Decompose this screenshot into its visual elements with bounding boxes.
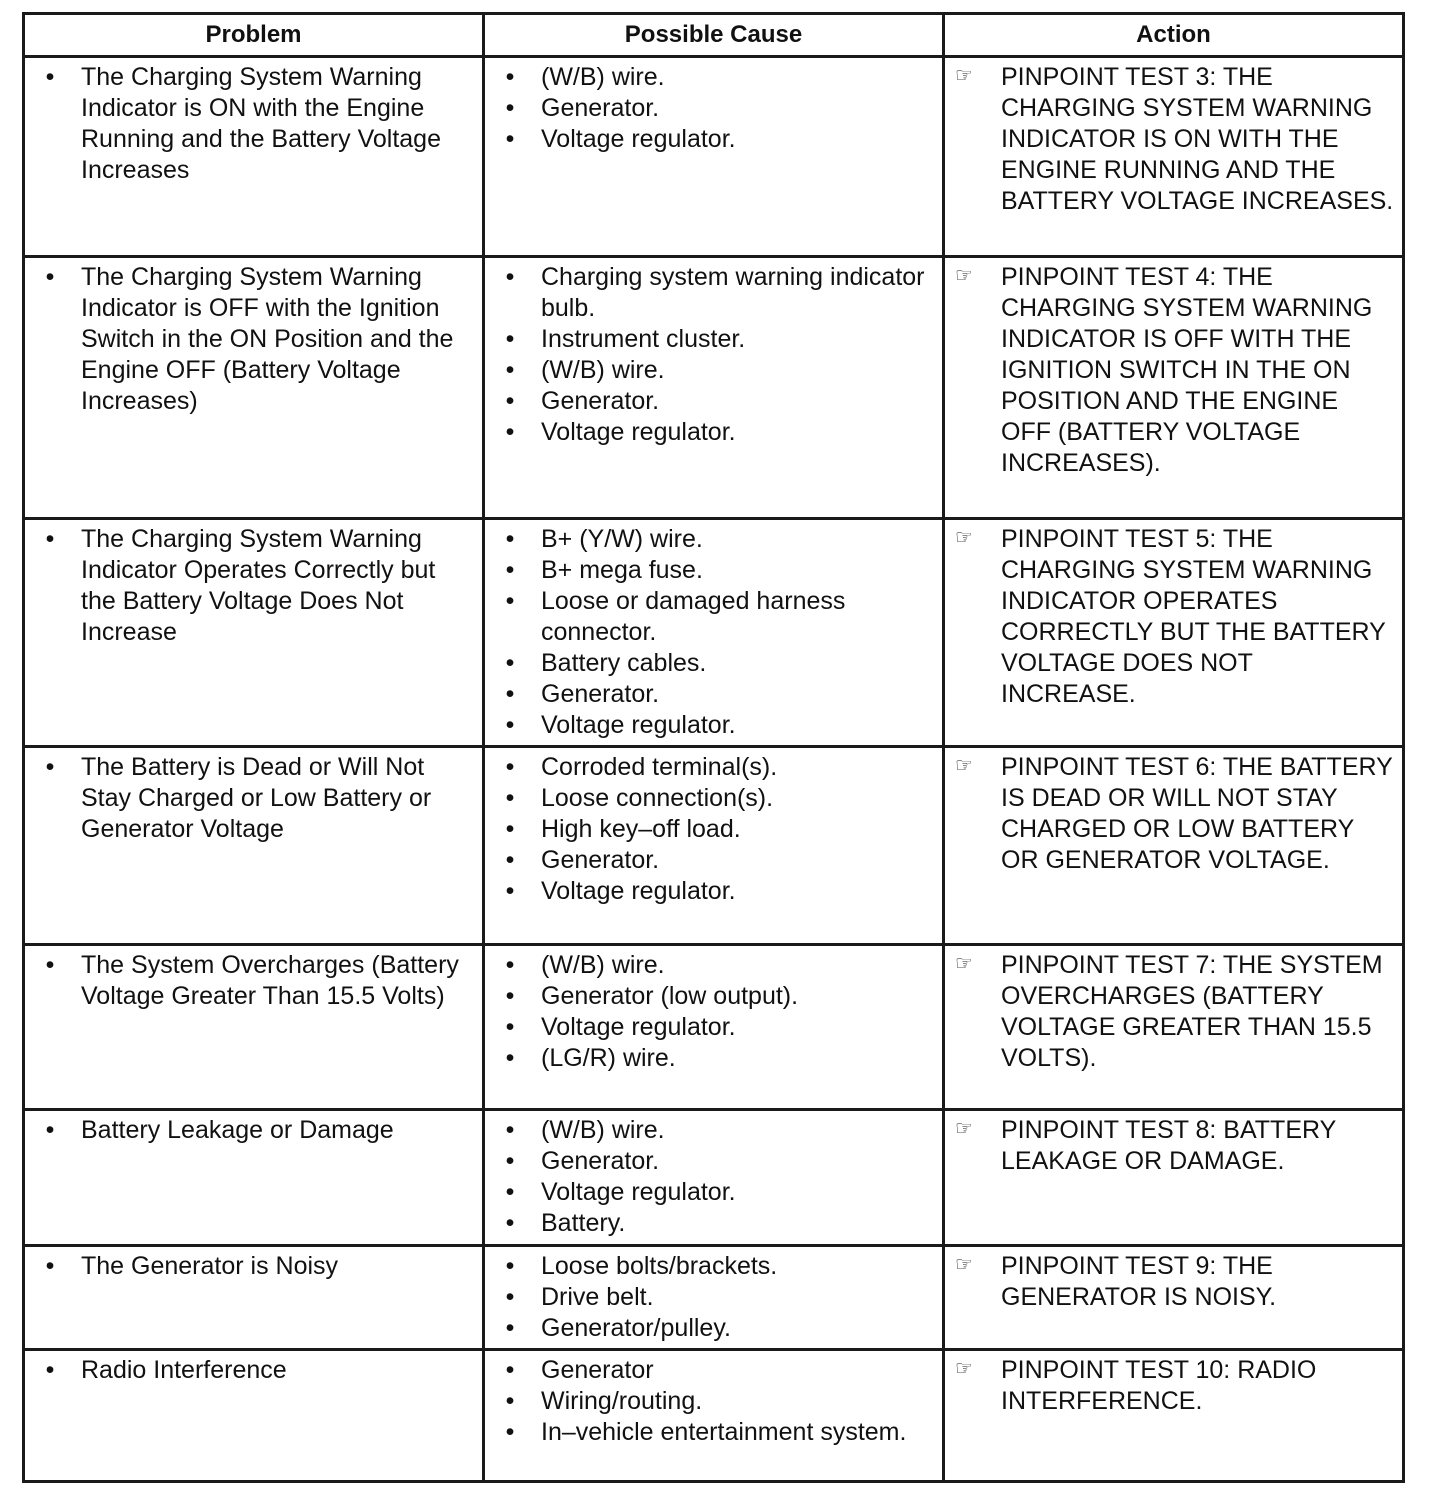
cause-text: High key–off load. xyxy=(541,815,741,843)
cause-item xyxy=(485,417,936,448)
action-cell xyxy=(944,1350,1404,1482)
action-cell xyxy=(944,57,1404,257)
problem-text: The Charging System Warning Indicator is ON with the Engine Running and the Battery Voltage Increases xyxy=(81,63,441,184)
cause-item xyxy=(485,586,936,648)
action-block xyxy=(945,1247,1402,1313)
problem-text: Battery Leakage or Damage xyxy=(81,1116,394,1144)
pointing-hand-icon: ☞ xyxy=(955,1118,973,1140)
cause-text: Voltage regulator. xyxy=(541,418,736,446)
action-cell xyxy=(944,945,1404,1110)
problem-cell xyxy=(24,1246,484,1350)
cause-text: Generator/pulley. xyxy=(541,1314,731,1342)
bullet-icon: • xyxy=(505,325,515,353)
bullet-icon: • xyxy=(505,711,515,739)
bullet-icon: • xyxy=(505,418,515,446)
bullet-icon: • xyxy=(45,951,55,979)
bullet-icon: • xyxy=(45,63,55,91)
pointing-hand-icon: ☞ xyxy=(955,527,973,549)
cause-text: Generator xyxy=(541,1356,654,1384)
cause-item xyxy=(485,386,936,417)
pinpoint-test-link[interactable]: PINPOINT TEST 10: RADIO INTERFERENCE. xyxy=(1001,1356,1317,1415)
possible-cause-cell xyxy=(484,945,944,1110)
bullet-icon: • xyxy=(505,1013,515,1041)
cause-item xyxy=(485,1251,936,1282)
cause-item xyxy=(485,324,936,355)
problem-item xyxy=(25,1355,476,1386)
pinpoint-test-link[interactable]: PINPOINT TEST 8: BATTERY LEAKAGE OR DAMAGE. xyxy=(1001,1116,1336,1175)
action-block xyxy=(945,748,1402,876)
pinpoint-test-link[interactable]: PINPOINT TEST 6: THE BATTERY IS DEAD OR WILL NOT STAY CHARGED OR LOW BATTERY OR GENERATOR VOLTAGE. xyxy=(1001,753,1393,874)
bullet-icon: • xyxy=(505,1283,515,1311)
pinpoint-test-link[interactable]: PINPOINT TEST 5: THE CHARGING SYSTEM WARNING INDICATOR OPERATES CORRECTLY BUT THE BATTERY VOLTAGE DOES NOT INCREASE. xyxy=(1001,525,1386,708)
cause-text: Loose connection(s). xyxy=(541,784,774,812)
action-block xyxy=(945,58,1402,217)
cause-item xyxy=(485,355,936,386)
pinpoint-test-link[interactable]: PINPOINT TEST 3: THE CHARGING SYSTEM WARNING INDICATOR IS ON WITH THE ENGINE RUNNING AND THE BATTERY VOLTAGE INCREASES. xyxy=(1001,63,1394,215)
cause-item xyxy=(485,1043,936,1074)
bullet-icon: • xyxy=(505,263,515,291)
problem-list xyxy=(25,1351,482,1386)
bullet-icon: • xyxy=(505,387,515,415)
bullet-icon: • xyxy=(505,1116,515,1144)
problem-cell xyxy=(24,519,484,747)
cause-list xyxy=(485,258,942,448)
pointing-hand-icon: ☞ xyxy=(955,1358,973,1380)
cause-item xyxy=(485,1012,936,1043)
cause-text: Generator. xyxy=(541,680,660,708)
cause-item xyxy=(485,93,936,124)
cause-item xyxy=(485,1386,936,1417)
pointing-hand-icon: ☞ xyxy=(955,265,973,287)
problem-item xyxy=(25,950,476,1012)
problem-list xyxy=(25,1111,482,1146)
problem-item xyxy=(25,62,476,186)
problem-text: The Charging System Warning Indicator is OFF with the Ignition Switch in the ON Position and the Engine OFF (Battery Voltage Increases) xyxy=(81,263,454,415)
cause-item xyxy=(485,783,936,814)
bullet-icon: • xyxy=(505,877,515,905)
cause-list xyxy=(485,1111,942,1239)
bullet-icon: • xyxy=(505,1178,515,1206)
bullet-icon: • xyxy=(505,784,515,812)
bullet-icon: • xyxy=(505,1314,515,1342)
bullet-icon: • xyxy=(505,356,515,384)
bullet-icon: • xyxy=(505,125,515,153)
cause-text: Generator. xyxy=(541,94,660,122)
possible-cause-cell xyxy=(484,1110,944,1246)
cause-text: Drive belt. xyxy=(541,1283,654,1311)
cause-text: Charging system warning indicator bulb. xyxy=(541,263,925,322)
cause-item xyxy=(485,1313,936,1344)
table-row xyxy=(24,1110,1404,1246)
problem-cell xyxy=(24,1110,484,1246)
problem-text: The System Overcharges (Battery Voltage Greater Than 15.5 Volts) xyxy=(81,951,459,1010)
action-cell xyxy=(944,257,1404,519)
action-cell xyxy=(944,1110,1404,1246)
bullet-icon: • xyxy=(505,63,515,91)
cause-item xyxy=(485,710,936,741)
bullet-icon: • xyxy=(505,1147,515,1175)
pointing-hand-icon: ☞ xyxy=(955,65,973,87)
table-row xyxy=(24,1246,1404,1350)
table-row xyxy=(24,1350,1404,1482)
cause-text: (W/B) wire. xyxy=(541,951,665,979)
bullet-icon: • xyxy=(505,982,515,1010)
header-problem: Problem xyxy=(24,14,484,57)
action-cell xyxy=(944,1246,1404,1350)
problem-list xyxy=(25,258,482,417)
pinpoint-test-link[interactable]: PINPOINT TEST 9: THE GENERATOR IS NOISY. xyxy=(1001,1252,1277,1311)
cause-text: (W/B) wire. xyxy=(541,356,665,384)
possible-cause-cell xyxy=(484,1246,944,1350)
cause-text: B+ mega fuse. xyxy=(541,556,703,584)
cause-item xyxy=(485,1177,936,1208)
problem-item xyxy=(25,524,476,648)
cause-text: Voltage regulator. xyxy=(541,877,736,905)
cause-text: Generator (low output). xyxy=(541,982,799,1010)
possible-cause-cell xyxy=(484,747,944,945)
bullet-icon: • xyxy=(505,1209,515,1237)
bullet-icon: • xyxy=(505,649,515,677)
table-body xyxy=(24,57,1404,1482)
cause-list xyxy=(485,520,942,741)
bullet-icon: • xyxy=(45,1252,55,1280)
action-block xyxy=(945,1351,1402,1417)
cause-item xyxy=(485,950,936,981)
pointing-hand-icon: ☞ xyxy=(955,755,973,777)
problem-list xyxy=(25,748,482,845)
bullet-icon: • xyxy=(505,951,515,979)
problem-text: The Generator is Noisy xyxy=(81,1252,339,1280)
problem-cell xyxy=(24,747,484,945)
header-row xyxy=(24,14,1404,57)
cause-text: Generator. xyxy=(541,387,660,415)
cause-item xyxy=(485,1282,936,1313)
cause-item xyxy=(485,524,936,555)
table-row xyxy=(24,57,1404,257)
problem-item xyxy=(25,1251,476,1282)
bullet-icon: • xyxy=(505,94,515,122)
cause-item xyxy=(485,1115,936,1146)
cause-text: Loose or damaged harness connector. xyxy=(541,587,846,646)
cause-list xyxy=(485,946,942,1074)
bullet-icon: • xyxy=(505,587,515,615)
action-block xyxy=(945,258,1402,479)
cause-item xyxy=(485,1355,936,1386)
cause-text: Voltage regulator. xyxy=(541,711,736,739)
pointing-hand-icon: ☞ xyxy=(955,1254,973,1276)
bullet-icon: • xyxy=(505,1418,515,1446)
cause-text: (W/B) wire. xyxy=(541,63,665,91)
table-row xyxy=(24,257,1404,519)
bullet-icon: • xyxy=(45,753,55,781)
problem-list xyxy=(25,946,482,1012)
cause-text: (LG/R) wire. xyxy=(541,1044,676,1072)
pinpoint-test-link[interactable]: PINPOINT TEST 7: THE SYSTEM OVERCHARGES (BATTERY VOLTAGE GREATER THAN 15.5 VOLTS). xyxy=(1001,951,1383,1072)
cause-text: Generator. xyxy=(541,846,660,874)
table-row xyxy=(24,747,1404,945)
cause-text: Voltage regulator. xyxy=(541,1178,736,1206)
bullet-icon: • xyxy=(505,525,515,553)
cause-item xyxy=(485,876,936,907)
action-block xyxy=(945,520,1402,710)
action-cell xyxy=(944,519,1404,747)
cause-item xyxy=(485,1208,936,1239)
bullet-icon: • xyxy=(45,1116,55,1144)
cause-text: Loose bolts/brackets. xyxy=(541,1252,778,1280)
cause-item xyxy=(485,555,936,586)
problem-list xyxy=(25,58,482,186)
problem-cell xyxy=(24,257,484,519)
cause-text: Wiring/routing. xyxy=(541,1387,703,1415)
possible-cause-cell xyxy=(484,257,944,519)
problem-list xyxy=(25,520,482,648)
cause-item xyxy=(485,981,936,1012)
problem-cell xyxy=(24,945,484,1110)
cause-text: In–vehicle entertainment system. xyxy=(541,1418,907,1446)
cause-text: B+ (Y/W) wire. xyxy=(541,525,703,553)
symptom-chart-table xyxy=(22,12,1405,1483)
cause-list xyxy=(485,1247,942,1344)
bullet-icon: • xyxy=(505,1252,515,1280)
cause-item xyxy=(485,262,936,324)
possible-cause-cell xyxy=(484,519,944,747)
bullet-icon: • xyxy=(505,1387,515,1415)
cause-list xyxy=(485,1351,942,1448)
bullet-icon: • xyxy=(505,846,515,874)
cause-text: Voltage regulator. xyxy=(541,125,736,153)
cause-item xyxy=(485,814,936,845)
problem-text: The Battery is Dead or Will Not Stay Charged or Low Battery or Generator Voltage xyxy=(81,753,432,843)
cause-item xyxy=(485,62,936,93)
pinpoint-test-link[interactable]: PINPOINT TEST 4: THE CHARGING SYSTEM WARNING INDICATOR IS OFF WITH THE IGNITION SWITCH IN THE ON POSITION AND THE ENGINE OFF (BATTERY VOLTAGE INCREASES). xyxy=(1001,263,1373,477)
problem-cell xyxy=(24,57,484,257)
possible-cause-cell xyxy=(484,57,944,257)
action-cell xyxy=(944,747,1404,945)
bullet-icon: • xyxy=(505,1044,515,1072)
bullet-icon: • xyxy=(45,263,55,291)
bullet-icon: • xyxy=(505,753,515,781)
cause-item xyxy=(485,752,936,783)
bullet-icon: • xyxy=(505,815,515,843)
cause-item xyxy=(485,1146,936,1177)
cause-item xyxy=(485,124,936,155)
bullet-icon: • xyxy=(505,680,515,708)
diagnosis-table-container xyxy=(22,12,1402,1483)
bullet-icon: • xyxy=(45,525,55,553)
problem-item xyxy=(25,752,476,845)
cause-text: Instrument cluster. xyxy=(541,325,746,353)
cause-text: Generator. xyxy=(541,1147,660,1175)
problem-text: The Charging System Warning Indicator Operates Correctly but the Battery Voltage Does Not Increase xyxy=(81,525,436,646)
header-possible-cause: Possible Cause xyxy=(484,14,944,57)
cause-list xyxy=(485,58,942,155)
problem-item xyxy=(25,1115,476,1146)
cause-item xyxy=(485,845,936,876)
cause-item xyxy=(485,1417,936,1448)
cause-text: Battery cables. xyxy=(541,649,707,677)
cause-text: Corroded terminal(s). xyxy=(541,753,778,781)
cause-list xyxy=(485,748,942,907)
problem-item xyxy=(25,262,476,417)
table-row xyxy=(24,519,1404,747)
cause-item xyxy=(485,648,936,679)
bullet-icon: • xyxy=(505,556,515,584)
problem-list xyxy=(25,1247,482,1282)
action-block xyxy=(945,946,1402,1074)
problem-cell xyxy=(24,1350,484,1482)
bullet-icon: • xyxy=(505,1356,515,1384)
problem-text: Radio Interference xyxy=(81,1356,287,1384)
action-block xyxy=(945,1111,1402,1177)
table-row xyxy=(24,945,1404,1110)
cause-text: (W/B) wire. xyxy=(541,1116,665,1144)
pointing-hand-icon: ☞ xyxy=(955,953,973,975)
cause-text: Battery. xyxy=(541,1209,626,1237)
cause-item xyxy=(485,679,936,710)
cause-text: Voltage regulator. xyxy=(541,1013,736,1041)
possible-cause-cell xyxy=(484,1350,944,1482)
bullet-icon: • xyxy=(45,1356,55,1384)
header-action: Action xyxy=(944,14,1404,57)
